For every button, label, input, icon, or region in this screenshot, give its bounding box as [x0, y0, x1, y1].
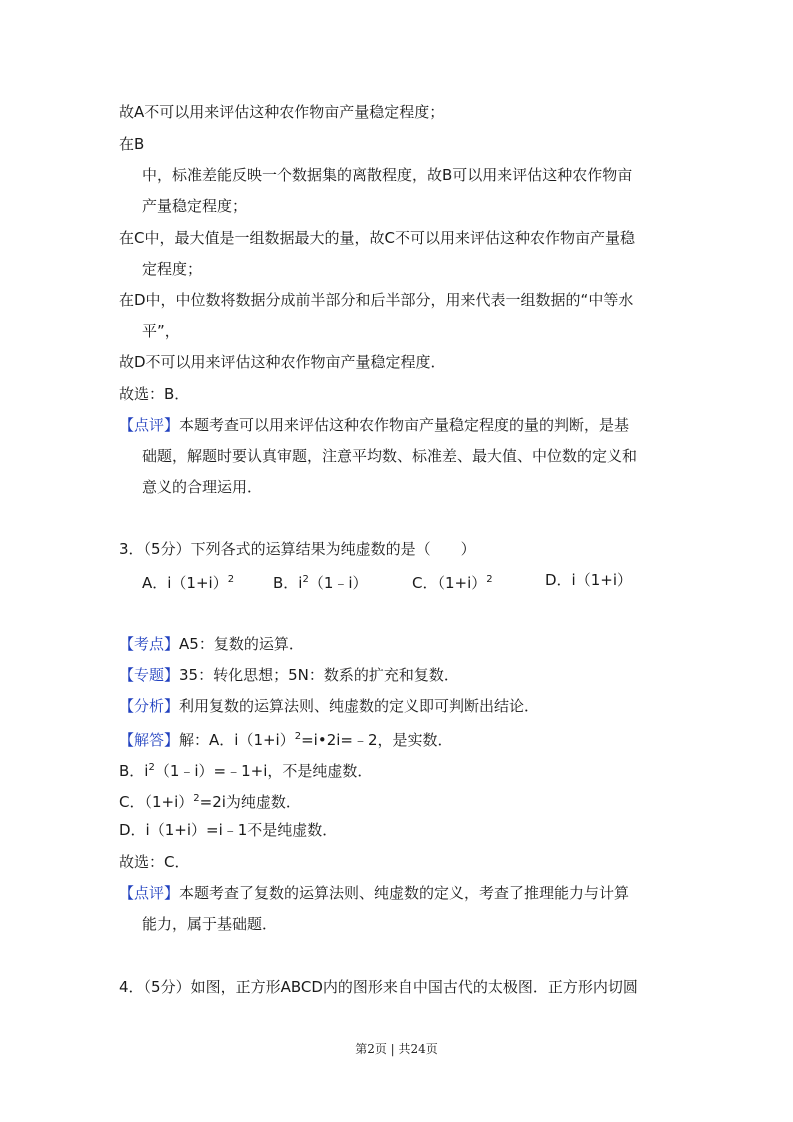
comment-text: 本题考查了复数的运算法则、纯虚数的定义，考查了推理能力与计算	[179, 884, 630, 902]
option-a	[142, 570, 234, 593]
solution-b-text: B．i	[119, 762, 149, 780]
zhuanti-tag: 【专题】	[119, 666, 180, 684]
zhuanti-line	[119, 665, 459, 685]
answer-line: 中，标准差能反映一个数据集的离散程度，故B可以用来评估这种农作物亩	[142, 166, 633, 184]
zhuanti-text: 35：转化思想；5N：数系的扩充和复数．	[179, 666, 459, 684]
answer-line: 在C中，最大值是一组数据最大的量，故C不可以用来评估这种农作物亩产量稳	[119, 229, 635, 247]
comment-text: 本题考查可以用来评估这种农作物亩产量稳定程度的量的判断，是基	[179, 416, 630, 434]
option-b-text: B．i	[273, 574, 303, 592]
solution-b-rest: （1﹣i）=﹣1+i，不是纯虚数．	[154, 762, 373, 780]
jieda-tag: 【解答】	[119, 731, 180, 749]
solution-d: D．i（1+i）=i﹣1不是纯虚数．	[119, 821, 338, 839]
jieda-text-2: =i•2i=﹣2，是实数．	[301, 731, 453, 749]
jieda-sup: 2	[294, 731, 302, 742]
comment-line	[119, 883, 629, 903]
question-stem: 3．（5分）下列各式的运算结果为纯虚数的是（ ）	[119, 540, 476, 558]
option-c-text: C．（1+i）	[412, 574, 487, 592]
answer-line: 产量稳定程度；	[142, 197, 248, 215]
comment-tag: 【点评】	[119, 416, 180, 434]
option-a-text: A．i（1+i）	[142, 574, 228, 592]
kaodian-line	[119, 634, 304, 654]
comment-tag: 【点评】	[119, 884, 180, 902]
solution-c	[119, 789, 301, 812]
solution-b-sup: 2	[148, 762, 155, 773]
answer-line: 定程度；	[142, 260, 203, 278]
answer-choice: 故选：C．	[119, 853, 190, 871]
answer-line: 故A不可以用来评估这种农作物亩产量稳定程度；	[119, 103, 445, 121]
answer-choice: 故选：B．	[119, 385, 190, 403]
comment-line: 础题，解题时要认真审题，注意平均数、标准差、最大值、中位数的定义和	[142, 447, 638, 465]
kaodian-text: A5：复数的运算．	[179, 635, 304, 653]
option-c-sup: 2	[486, 574, 493, 585]
fenxi-tag: 【分析】	[119, 697, 180, 715]
solution-b	[119, 758, 372, 781]
fenxi-line	[119, 696, 539, 716]
option-b-sup: 2	[302, 574, 309, 585]
option-b-rest: （1﹣i）	[308, 574, 368, 592]
option-c	[412, 570, 493, 593]
answer-line: 平”，	[142, 322, 180, 340]
solution-c-rest: =2i为纯虚数．	[199, 793, 301, 811]
answer-line: 故D不可以用来评估这种农作物亩产量稳定程度．	[119, 353, 446, 371]
comment-line: 能力，属于基础题．	[142, 915, 278, 933]
option-d-text: D．i（1+i）	[545, 571, 632, 589]
option-d	[545, 570, 632, 590]
answer-line: 在D中，中位数将数据分成前半部分和后半部分，用来代表一组数据的“中等水	[119, 291, 634, 309]
jieda-line	[119, 727, 453, 750]
solution-c-text: C．（1+i）	[119, 793, 194, 811]
question-stem: 4．（5分）如图，正方形ABCD内的图形来自中国古代的太极图．正方形内切圆	[119, 978, 638, 996]
answer-line: 在B	[119, 135, 145, 153]
fenxi-text: 利用复数的运算法则、纯虚数的定义即可判断出结论．	[179, 697, 540, 715]
page-footer: 第2页 | 共24页	[355, 1042, 438, 1056]
solution-c-sup: 2	[193, 793, 200, 804]
option-b	[273, 570, 368, 593]
comment-line: 意义的合理运用．	[142, 478, 263, 496]
option-a-sup: 2	[227, 574, 235, 585]
jieda-text: 解：A．i（1+i）	[179, 731, 295, 749]
kaodian-tag: 【考点】	[119, 635, 180, 653]
comment-line	[119, 415, 629, 435]
